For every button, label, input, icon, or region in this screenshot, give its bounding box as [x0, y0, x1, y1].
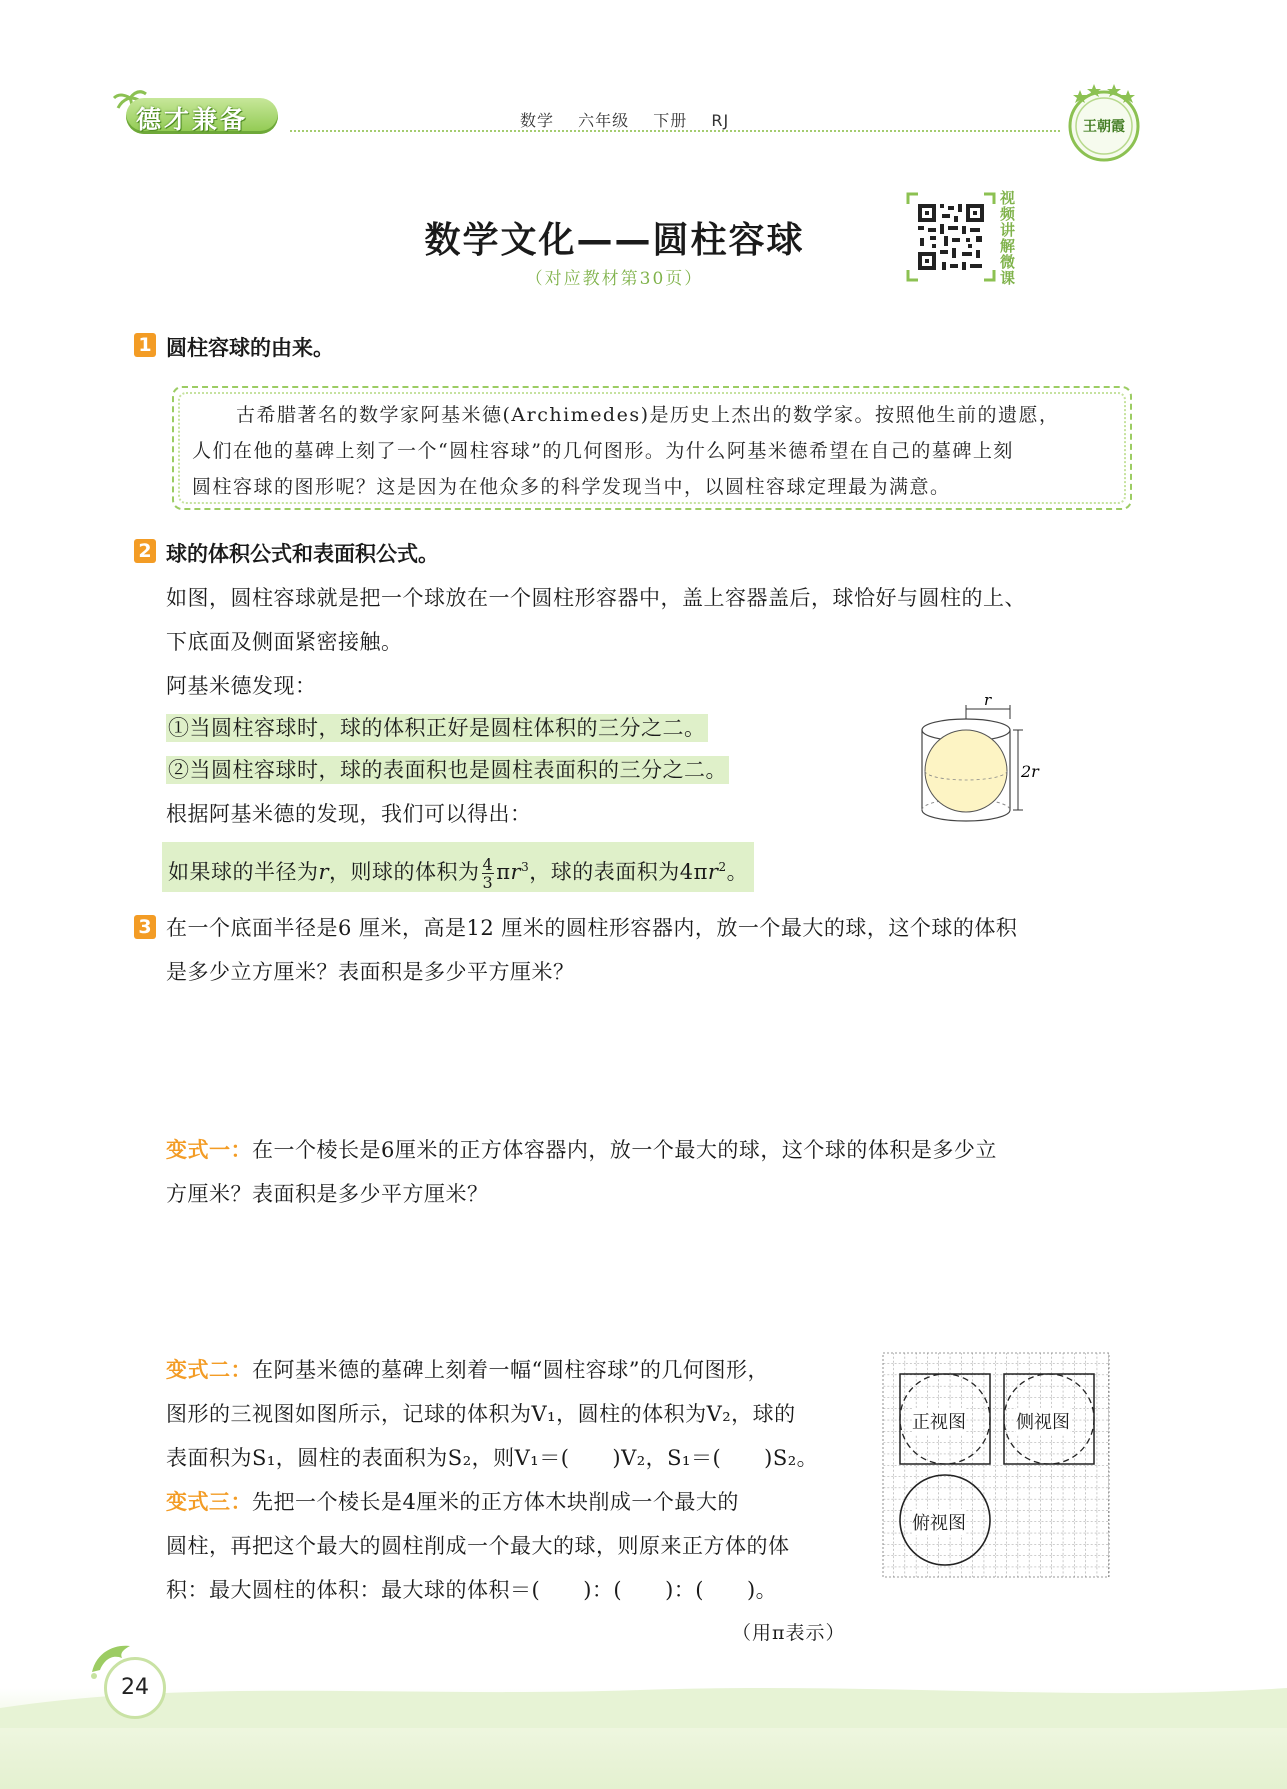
- height-label: 2r: [1021, 762, 1039, 781]
- variant-2-line: 图形的三视图如图所示，记球的体积为V₁，圆柱的体积为V₂，球的: [166, 1402, 796, 1426]
- finding-2: ②当圆柱容球时，球的表面积也是圆柱表面积的三分之二。: [168, 758, 727, 782]
- variant-label: 变式三：: [166, 1490, 252, 1514]
- footer-wave: [0, 1668, 1287, 1728]
- story-box: [172, 386, 1132, 510]
- author-stamp: [1060, 78, 1148, 166]
- formula-line: 如果球的半径为r，则球的体积为 $\frac{4}{3}$ $\pi r^3$，球的表面积为$4\pi r^2$。: [162, 842, 754, 892]
- page-title: 数学文化——圆柱容球: [424, 220, 805, 261]
- brand-logo: [112, 86, 284, 138]
- stamp-text: 王朝霞: [1083, 119, 1125, 135]
- section-number: 3: [134, 915, 156, 939]
- paragraph-line: 下底面及侧面紧密接触。: [166, 630, 403, 654]
- radius-label: r: [984, 695, 992, 709]
- book-info: [520, 108, 747, 131]
- story-line: 圆柱容球的图形呢？这是因为在他众多的科学发现当中，以圆柱容球定理最为满意。: [192, 476, 951, 498]
- brand-name: 德才兼备: [136, 105, 249, 134]
- story-line: 人们在他的墓碑上刻了一个“圆柱容球”的几何图形。为什么阿基米德希望在自己的墓碑上刻: [192, 440, 1014, 462]
- variant-2-line: 表面积为S₁，圆柱的表面积为S₂，则V₁＝( )V₂，S₁＝( )S₂。: [166, 1446, 819, 1470]
- edition: RJ: [711, 111, 730, 130]
- qr-caption: 视频讲解微课: [1000, 189, 1016, 287]
- discovery-label: 阿基米德发现：: [166, 674, 317, 698]
- problem-line: 是多少立方厘米？表面积是多少平方厘米？: [166, 960, 575, 984]
- section-number: 2: [134, 539, 156, 563]
- page-number: 24: [104, 1657, 166, 1719]
- note: （用π表示）: [732, 1622, 846, 1644]
- front-view-label: 正视图: [912, 1408, 966, 1434]
- variant-3-line: 圆柱，再把这个最大的圆柱削成一个最大的球，则原来正方体的体: [166, 1534, 790, 1558]
- grade: 六年级: [578, 111, 630, 130]
- conclusion-line: 根据阿基米德的发现，我们可以得出：: [166, 802, 532, 826]
- variant-3-line: 积：最大圆柱的体积：最大球的体积＝( )：( )：( )。: [166, 1578, 778, 1602]
- cylinder-sphere-figure: [910, 695, 1040, 830]
- top-view-label: 俯视图: [912, 1509, 966, 1535]
- variant-label: 变式二：: [166, 1358, 252, 1382]
- story-line: 古希腊著名的数学家阿基米德(Archimedes)是历史上杰出的数学家。按照他生前的遗愿，: [236, 404, 1060, 426]
- variant-1-line: 变式一：在一个棱长是6厘米的正方体容器内，放一个最大的球，这个球的体积是多少立: [166, 1138, 997, 1162]
- volume: 下册: [653, 111, 688, 130]
- variant-3-line: 变式三：先把一个棱长是4厘米的正方体木块削成一个最大的: [166, 1490, 739, 1514]
- fraction: $\frac{4}{3}$: [482, 855, 494, 892]
- paragraph-line: 如图，圆柱容球就是把一个球放在一个圆柱形容器中，盖上容器盖后，球恰好与圆柱的上、: [166, 586, 1026, 610]
- variant-2-line: 变式二：在阿基米德的墓碑上刻着一幅“圆柱容球”的几何图形，: [166, 1358, 769, 1382]
- problem-line: 在一个底面半径是6 厘米，高是12 厘米的圆柱形容器内，放一个最大的球，这个球的体积: [166, 916, 1018, 940]
- page-subtitle: （对应教材第30页）: [525, 269, 704, 289]
- variant-label: 变式一：: [166, 1138, 252, 1162]
- section-heading: 球的体积公式和表面积公式。: [166, 542, 439, 566]
- variant-1-line: 方厘米？表面积是多少平方厘米？: [166, 1182, 489, 1206]
- finding-1: ①当圆柱容球时，球的体积正好是圆柱体积的三分之二。: [168, 716, 706, 740]
- section-number: 1: [134, 333, 156, 357]
- side-view-label: 侧视图: [1016, 1408, 1070, 1434]
- three-view-figure: [882, 1352, 1112, 1578]
- subject: 数学: [520, 111, 555, 130]
- section-heading: 圆柱容球的由来。: [166, 336, 334, 360]
